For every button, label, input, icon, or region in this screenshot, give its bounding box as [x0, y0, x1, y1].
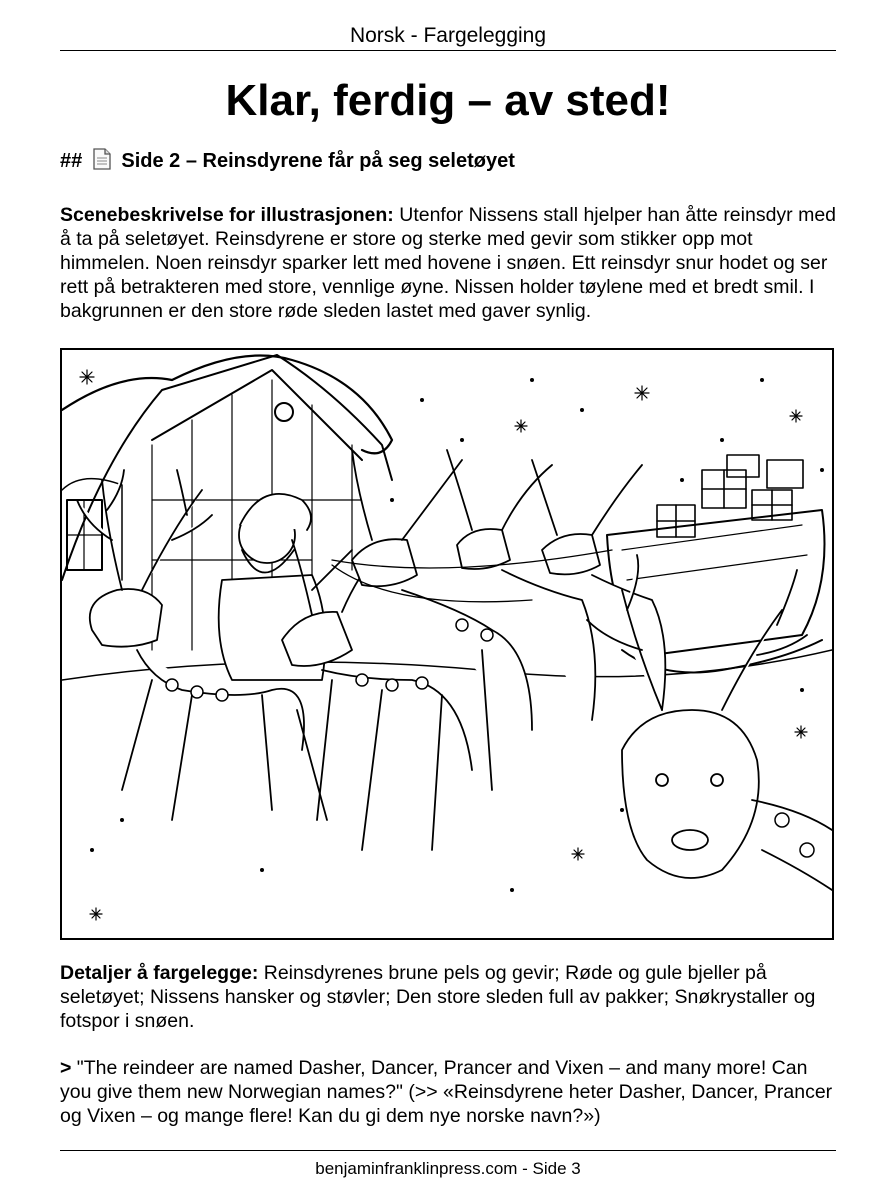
header-text: Norsk - Fargelegging [349, 24, 547, 47]
quote-marker: > [60, 1057, 72, 1079]
scene-label: Scenebeskrivelse for illustrasjonen: [60, 204, 394, 226]
page-footer [60, 1150, 836, 1191]
quote-text: "The reindeer are named Dasher, Dancer, Prancer and Vixen – and many more! Can you give them new Norwegian names?" (>> «Reinsdyrene heter Dasher, Dancer, Prancer og Vixen – og mange flere! Kan du gi dem nye norske navn?») [60, 1057, 833, 1127]
scene-description [60, 203, 840, 323]
heading-text: Side 2 – Reinsdyrene får på seg seletøyet [121, 150, 515, 172]
scene-text: Utenfor Nissens stall hjelper han åtte reinsdyr med å ta på seletøyet. Reinsdyrene er store og sterke med gevir som stikker opp mot himmelen. Noen reinsdyr sparker lett med hovene i snøen. Ett reinsdyr snur hodet og ser rett på betrakteren med store, vennlige øyne. Nissen holder tøylene med et bredt smil. I bakgrunnen er den store røde sleden lastet med gaver synlig. [60, 204, 837, 322]
coloring-details [60, 961, 840, 1033]
page-title: Klar, ferdig – av sted! [225, 76, 671, 125]
document-icon [92, 148, 112, 177]
details-text: Reinsdyrenes brune pels og gevir; Røde og gule bjeller på seletøyet; Nissens hansker og støvler; Den store sleden full av pakker; Snøkrystaller og fotspor i snøen. [60, 962, 816, 1032]
section-heading [60, 148, 840, 177]
quote-block [60, 1056, 840, 1128]
footer-text: benjaminfranklinpress.com - Side 3 [315, 1159, 581, 1178]
details-label: Detaljer å fargelegge: [60, 962, 259, 984]
coloring-illustration [60, 348, 834, 940]
heading-marker: ## [60, 150, 83, 172]
page-header [60, 22, 836, 51]
